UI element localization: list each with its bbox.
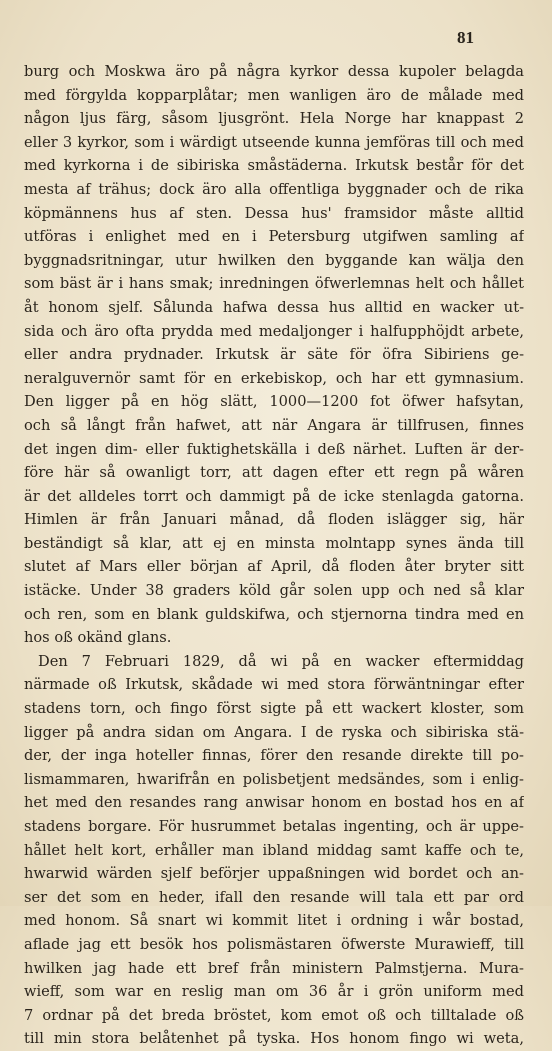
text-line: åt honom sjelf. Sålunda hafwa dessa hus alltid en wacker ut- [24, 298, 524, 316]
text-line: eller 3 kyrkor, som i wärdigt utseende kunna jemföras till och med [24, 133, 524, 151]
text-line: ligger på andra sidan om Angara. I de ryska och sibiriska stä- [24, 723, 524, 741]
text-line: byggnadsritningar, utur hwilken den byggande kan wälja den [24, 251, 524, 269]
body-text [24, 60, 524, 1051]
text-line: före här så owanligt torr, att dagen efter ett regn på wåren [24, 464, 524, 482]
text-line: någon ljus färg, såsom ljusgrönt. Hela Norge har knappast 2 [24, 110, 524, 128]
text-line: och så långt från hafwet, att när Angara är tillfrusen, finnes [24, 416, 524, 434]
text-line: lismammaren, hwarifrån en polisbetjent medsändes, som i enlig- [24, 770, 524, 788]
text-line: hållet helt kort, erhåller man ibland middag samt kaffe och te, [24, 841, 524, 859]
text-line: eller andra prydnader. Irkutsk är säte för öfra Sibiriens ge- [24, 346, 524, 364]
text-line: der, der inga hoteller finnas, förer den resande direkte till po- [24, 747, 524, 765]
text-line: aflade jag ett besök hos polismästaren öfwerste Murawieff, till [24, 935, 524, 953]
text-line: het med den resandes rang anwisar honom en bostad hos en af [24, 794, 524, 812]
text-line: till min stora belåtenhet på tyska. Hos honom fingo wi weta, [24, 1030, 524, 1048]
text-line: beständigt så klar, att ej en minsta molntapp synes ända till [24, 534, 524, 552]
text-line: är det alldeles torrt och dammigt på de icke stenlagda gatorna. [24, 487, 524, 505]
text-line: köpmännens hus af sten. Dessa hus' framsidor måste alltid [24, 204, 524, 222]
text-line: med honom. Så snart wi kommit litet i ordning i wår bostad, [24, 912, 524, 930]
text-line: med kyrkorna i de sibiriska småstäderna. Irkutsk består för det [24, 157, 524, 175]
text-line: neralguvernör samt för en erkebiskop, och har ett gymnasium. [24, 369, 524, 387]
text-line: hos oß okänd glans. [24, 629, 172, 647]
text-line: wieff, som war en reslig man om 36 år i grön uniform med [24, 983, 524, 1001]
page-number: 81 [457, 28, 474, 47]
text-line: slutet af Mars eller början af April, då floden åter bryter sitt [24, 558, 524, 576]
text-line: det ingen dim- eller fuktighetskälla i deß närhet. Luften är der- [24, 440, 524, 458]
text-line: stadens borgare. För husrummet betalas ingenting, och är uppe- [24, 818, 524, 835]
text-line: mesta af trähus; dock äro alla offentliga byggnader och de rika [24, 180, 524, 198]
text-line: hwilken jag hade ett bref från ministern Palmstjerna. Mura- [24, 959, 524, 977]
text-line: 7 ordnar på det breda bröstet, kom emot oß och tilltalade oß [24, 1006, 524, 1024]
text-line: Himlen är från Januari månad, då floden islägger sig, här [24, 511, 524, 529]
text-line: som bäst är i hans smak; inredningen öfwerlemnas helt och hållet [24, 275, 524, 293]
text-line: stadens torn, och fingo först sigte på ett wackert kloster, som [24, 700, 524, 718]
text-line: istäcke. Under 38 graders köld går solen upp och ned så klar [24, 582, 524, 600]
text-line: och ren, som en blank guldskifwa, och stjernorna tindra med en [24, 605, 524, 623]
text-line: ser det som en heder, ifall den resande will tala ett par ord [24, 888, 524, 906]
text-line: Den ligger på en hög slätt, 1000—1200 fot öfwer hafsytan, [24, 393, 524, 411]
text-line: närmade oß Irkutsk, skådade wi med stora förwäntningar efter [24, 676, 524, 694]
text-line: med förgylda kopparplåtar; men wanligen äro de målade med [24, 86, 524, 104]
text-line: hwarwid wärden sjelf beförjer uppaßningen wid bordet och an- [24, 865, 524, 883]
text-line: utföras i enlighet med en i Petersburg utgifwen samling af [24, 228, 524, 246]
text-line: burg och Moskwa äro på några kyrkor dessa kupoler belagda [24, 63, 524, 80]
text-line: sida och äro ofta prydda med medaljonger i halfupphöjdt arbete, [24, 322, 524, 340]
text-line: Den 7 Februari 1829, då wi på en wacker eftermiddag [38, 652, 524, 670]
